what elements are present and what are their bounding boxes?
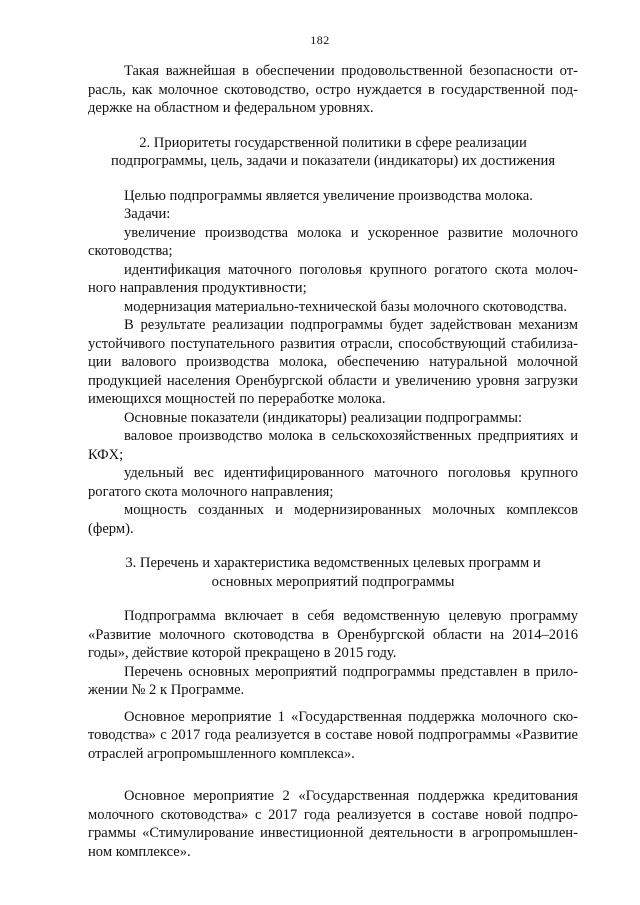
indicator-item: валовое производство молока в сельскохозяйственных предприятиях и КФХ; <box>88 428 578 463</box>
section-3-heading-line-2: основных мероприятий подпрограммы <box>211 573 455 590</box>
measures-list-paragraph: Перечень основных мероприятий подпрограммы представлен в приложении № 2 к Программе. <box>88 663 578 698</box>
main-measure-2-paragraph: Основное мероприятие 2 «Государственная поддержка кредитования молочного скотоводства» с 2017 года реализуется в составе новой подпрограммы «Стимулирование инвестиционной деятельности в агропромышленном комплексе». <box>88 788 578 860</box>
subprogram-paragraph: Подпрограмма включает в себя ведомственную целевую программу «Развитие молочного скотоводства в Оренбургской области на 2014–2016 годы», действие которой прекращено в 2015 году. <box>88 608 578 661</box>
intro-paragraph: Такая важнейшая в обеспечении продовольственной безопасности отрасль, как молочное скотоводство, остро нуждается в государственной поддержке на областном и федеральном уровнях. <box>88 63 578 116</box>
indicator-item: удельный вес идентифицированного маточного поголовья крупного рогатого скота молочного направления; <box>88 465 578 500</box>
task-item: модернизация материально-технической базы молочного скотоводства. <box>124 298 568 315</box>
section-2-heading-line-1: 2. Приоритеты государственной политики в сфере реализации <box>139 134 527 151</box>
result-paragraph: В результате реализации подпрограммы будет задействован механизм устойчивого поступательного развития отрасли, способствующий стабилизации валового производства молока, обеспечению натуральной молочной продукцией населения Оренбургской области и увеличению уровня загрузки имеющихся мощностей по переработке молока. <box>88 317 578 407</box>
section-3-heading-line-1: 3. Перечень и характеристика ведомственных целевых программ и <box>125 555 541 571</box>
section-3-heading <box>88 554 578 591</box>
section-2-heading-line-2: подпрограммы, цель, задачи и показатели (индикаторы) их достижения <box>110 153 556 169</box>
indicator-item: мощность созданных и модернизированных молочных комплексов (ферм). <box>88 502 578 537</box>
page-number: 182 <box>310 33 330 47</box>
goal-paragraph: Целью подпрограммы является увеличение производства молока. <box>124 187 533 204</box>
task-item: увеличение производства молока и ускоренное развитие молочного скотоводства; <box>88 224 578 259</box>
indicators-label: Основные показатели (индикаторы) реализации подпрограммы: <box>124 409 523 426</box>
page-content <box>88 62 578 861</box>
tasks-label: Задачи: <box>124 206 171 222</box>
main-measure-1-paragraph: Основное мероприятие 1 «Государственная поддержка молочного скотоводства» с 2017 года реализуется в составе новой подпрограммы «Развитие отраслей агропромышленного комплекса». <box>88 708 578 762</box>
section-2-heading <box>88 134 578 171</box>
task-item: идентификация маточного поголовья крупного рогатого скота молочного направления продуктивности; <box>88 261 578 296</box>
